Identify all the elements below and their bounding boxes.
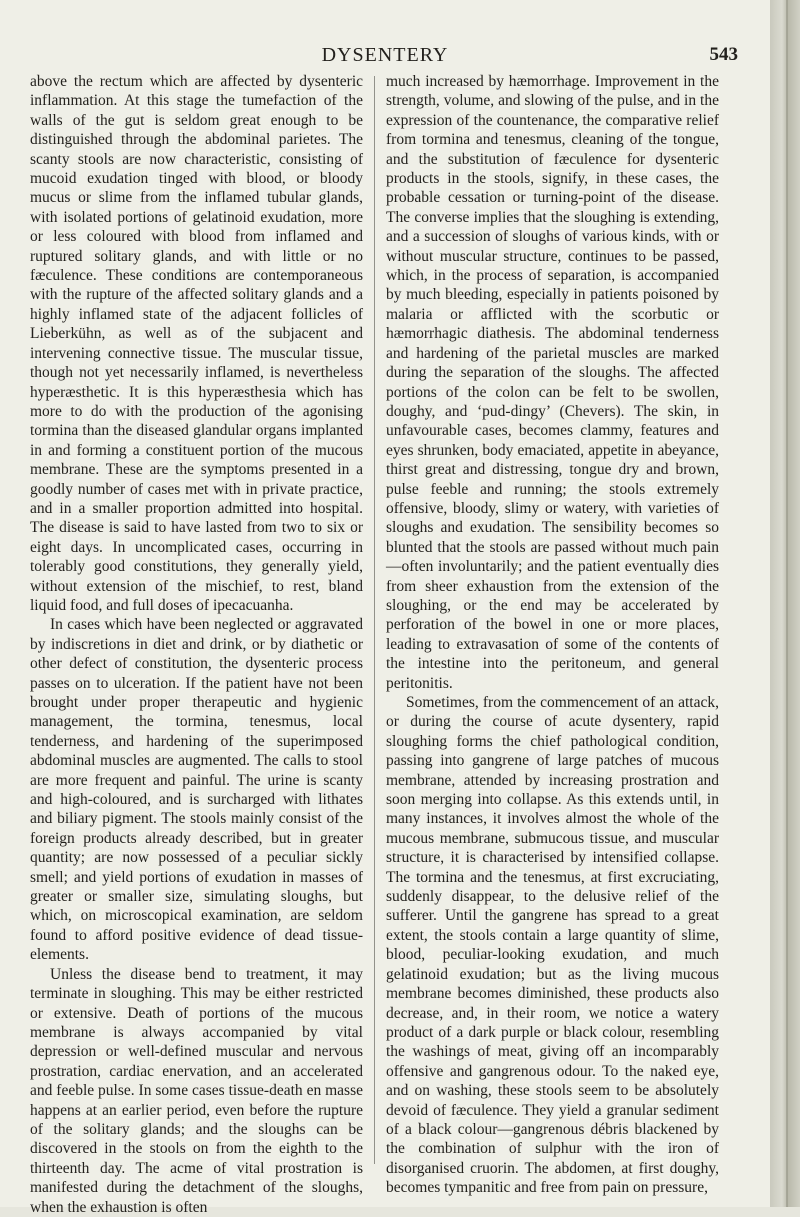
paragraph: above the rectum which are affected by dysenteric inflammation. At this stage the tumefaction of the walls of the gut is seldom great enough to be distinguished through the abdominal parietes. The scanty stools are now characteristic, consisting of mucoid exudation tinged with blood, or bloody mucus or slime from the inflamed tubular glands, with isolated portions of gelatinoid exudation, more or less coloured with blood from inflamed and ruptured solitary glands, and with little or no fæculence. These conditions are contemporaneous with the rupture of the affected solitary glands and a highly inflamed state of the adjacent follicles of Lieberkühn, as well as of the subjacent and intervening connective tissue. The muscular tissue, though not yet necessarily inflamed, is nevertheless hyperæsthetic. It is this hyperæsthesia which has more to do with the production of the agonising tormina than the diseased glandular organs implanted in and forming a constituent portion of the mucous membrane. These are the symptoms presented in a goodly number of cases met with in private practice, and in a smaller proportion admitted into hospital. The disease is said to have lasted from two to six or eight days. In uncomplicated cases, occurring in tolerably good constitutions, they generally yield, without extension of the mischief, to rest, bland liquid food, and full doses of ipecacuanha.	[30, 73, 363, 614]
running-title: DYSENTERY	[321, 44, 449, 66]
left-column	[30, 72, 363, 1217]
running-head	[0, 44, 770, 68]
paragraph: much increased by hæmorrhage. Improvement in the strength, volume, and slowing of the pulse, and in the expression of the countenance, the comparative relief from tormina and tenesmus, cleaning of the tongue, and the substitution of fæculence for dysenteric products in the stools, signify, in these cases, the probable cessation or turning-point of the disease. The converse implies that the sloughing is extending, and a succession of sloughs of various kinds, with or without muscular structure, continues to be passed, which, in the process of separation, is accompanied by much bleeding, especially in patients poisoned by malaria or afflicted with the scorbutic or hæmorrhagic diathesis. The abdominal tenderness and hardening of the parietal muscles are marked during the separation of the sloughs. The affected portions of the colon can be felt to be swollen, doughy, and ‘pud-dingy’ (Chevers). The skin, in unfavourable cases, becomes clammy, features and eyes shrunken, body emaciated, appetite in abeyance, thirst great and distressing, tongue dry and brown, pulse feeble and running; the stools extremely offensive, bloody, slimy or watery, with varieties of sloughs and exudation. The sensibility becomes so blunted that the stools are passed without much pain—often involuntarily; and the patient eventually dies from sheer exhaustion from the extension of the sloughing, or the end may be accelerated by perforation of the bowel in one or more places, leading to extravasation of some of the contents of the intestine into the peritoneum, and general peritonitis.	[386, 73, 719, 692]
right-column	[386, 72, 719, 1198]
paragraph: Sometimes, from the commencement of an attack, or during the course of acute dysentery, rapid sloughing forms the chief pathological condition, passing into gangrene of large patches of mucous membrane, attended by increasing prostration and soon merging into collapse. As this extends until, in many instances, it involves almost the whole of the mucous membrane, submucous tissue, and muscular structure, it is characterised by intensified collapse. The tormina and the tenesmus, at first excruciating, suddenly disappear, to the delusive relief of the sufferer. Until the gangrene has spread to a great extent, the stools contain a large quantity of slime, blood, peculiar-looking exudation, and much gelatinoid exudation; but as the living mucous membrane becomes diminished, these products also decrease, and, in their room, we notice a watery product of a dark purple or black colour, resembling the washings of meat, giving off an incomparably offensive and gangrenous odour. To the naked eye, and on washing, these stools seem to be absolutely devoid of fæculence. They yield a granular sediment of a black colour—gangrenous débris blackened by the combination of sulphur with the iron of disorganised cruorin. The abdomen, at first doughy, becomes tympanitic and free from pain on pressure,	[386, 694, 719, 1197]
paragraph: In cases which have been neglected or aggravated by indiscretions in diet and drink, or by diathetic or other defect of constitution, the dysenteric process passes on to ulceration. If the patient have not been brought under proper therapeutic and hygienic management, the tormina, tenesmus, local tenderness, and hardening of the superimposed abdominal muscles are augmented. The calls to stool are more frequent and painful. The urine is scanty and high-coloured, and is surcharged with lithates and biliary pigment. The stools mainly consist of the foreign products already described, but in greater quantity; are now possessed of a peculiar sickly smell; and yield portions of exudation in masses of greater or smaller size, simulating sloughs, but which, on microscopical examination, are seldom found to afford positive evidence of dead tissue-elements.	[30, 616, 363, 964]
paragraph: Unless the disease bend to treatment, it may terminate in sloughing. This may be either restricted or extensive. Death of portions of the mucous membrane is always accompanied by vital depression or well-defined muscular and nervous prostration, cardiac enervation, and an accelerated and feeble pulse. In some cases tissue-death en masse happens at an earlier period, even before the rupture of the solitary glands; and the sloughs can be discovered in the stools on from the eighth to the thirteenth day. The acme of vital prostration is manifested during the detachment of the sloughs, when the exhaustion is often	[30, 965, 363, 1216]
spine-line	[786, 0, 788, 1207]
book-spine-edge	[770, 0, 800, 1207]
page-number: 543	[709, 44, 738, 65]
column-divider	[374, 76, 375, 1164]
